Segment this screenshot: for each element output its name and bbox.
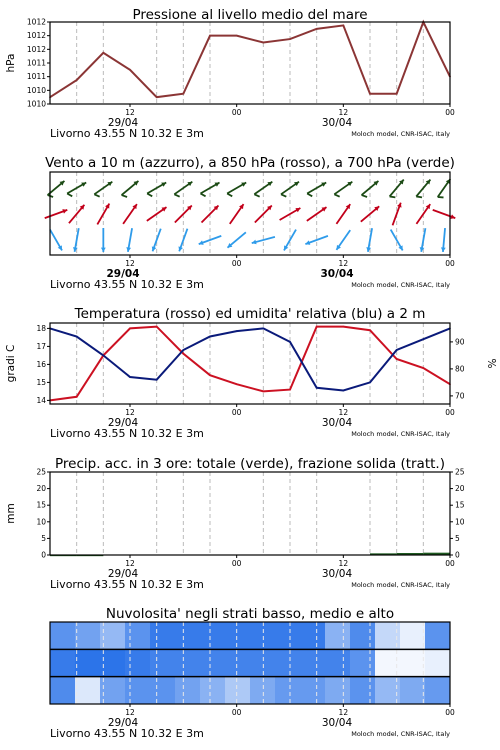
plot-frame [50, 472, 450, 555]
x-date-label: 30/04 [321, 717, 353, 729]
cloud-cell [125, 622, 151, 649]
cloud-cell [75, 622, 101, 649]
cloud-cell [225, 649, 251, 676]
y-right-tick-label: 10 [455, 517, 465, 527]
temperature-point [423, 367, 425, 369]
x-tick-label: 12 [338, 108, 349, 117]
cloud-cell [325, 677, 351, 704]
y-tick-label: 10 [36, 517, 46, 527]
model-credit: Moloch model, CNR-ISAC, Italy [351, 130, 450, 138]
model-credit: Moloch model, CNR-ISAC, Italy [351, 730, 450, 738]
wind-arrow [441, 228, 446, 252]
y-right-tick-label: 80 [455, 364, 465, 374]
wind-arrow [101, 228, 106, 252]
cloud-cell [400, 622, 426, 649]
y-axis-label: hPa [5, 53, 17, 73]
wind-barb [67, 194, 72, 197]
cloud-cell [350, 622, 376, 649]
pressure-point [183, 93, 185, 95]
y-tick-label: 1012 [26, 31, 46, 41]
humidity-point [316, 387, 318, 389]
wind-barb [254, 194, 259, 196]
wind-barb [227, 194, 232, 197]
chart-title: Precip. acc. in 3 ore: totale (verde), frazione solida (tratt.) [55, 456, 445, 472]
y-tick-label: 20 [36, 484, 46, 494]
x-date-label: 29/04 [107, 568, 139, 580]
y-right-tick-label: 15 [455, 500, 465, 510]
cloud-cell [325, 649, 351, 676]
pressure-point [316, 28, 318, 30]
cloud-cell [325, 622, 351, 649]
temperature-point [76, 396, 78, 398]
temperature-point [156, 326, 158, 328]
cloud-cell [275, 622, 301, 649]
humidity-point [369, 382, 371, 384]
pressure-line [50, 22, 450, 97]
y-right-tick-label: 0 [455, 550, 460, 560]
humidity-point [129, 376, 131, 378]
x-tick-label: 12 [125, 708, 135, 717]
pressure-point [129, 69, 131, 71]
humidity-point [396, 349, 398, 351]
humidity-point [76, 336, 78, 338]
wind-barb [281, 194, 286, 196]
x-tick-label: 00 [445, 108, 455, 117]
y-right-tick-label: 70 [455, 391, 465, 401]
cloud-cell [300, 677, 326, 704]
chart-title: Pressione al livello medio del mare [132, 7, 368, 23]
x-tick-label: 12 [125, 559, 135, 568]
x-date-label: 30/04 [321, 417, 353, 429]
temperature-point [289, 389, 291, 391]
panel-3 [5, 306, 497, 440]
humidity-point [289, 341, 291, 343]
y-tick-label: 17 [36, 341, 46, 351]
wind-arrow [391, 230, 403, 251]
y-right-tick-label: 25 [455, 467, 465, 477]
humidity-point [183, 349, 185, 351]
temperature-point [183, 353, 185, 355]
wind-barb [200, 194, 205, 197]
x-date-label: 29/04 [107, 417, 139, 429]
model-credit: Moloch model, CNR-ISAC, Italy [351, 581, 450, 589]
cloud-cell [125, 677, 151, 704]
pressure-point [343, 25, 345, 27]
wind-arrow [152, 229, 161, 252]
cloud-cell [175, 677, 201, 704]
wind-arrow [334, 182, 352, 197]
y-right-tick-label: 20 [455, 484, 465, 494]
x-tick-label: 12 [125, 259, 135, 268]
y-right-tick-label: 5 [455, 533, 460, 543]
humidity-point [209, 336, 211, 338]
y-right-tick-label: 90 [455, 337, 465, 347]
y-tick-label: 14 [36, 395, 46, 405]
wind-arrow-head [441, 247, 446, 252]
temperature-line [50, 327, 450, 401]
wind-arrow [284, 230, 296, 251]
cloud-cell [75, 677, 101, 704]
wind-arrow [73, 228, 79, 252]
wind-barb [147, 194, 152, 197]
cloud-cell [300, 622, 326, 649]
temperature-point [396, 358, 398, 360]
wind-barb [307, 194, 312, 197]
cloud-cell [225, 622, 251, 649]
x-tick-label: 00 [231, 108, 242, 117]
location-label: Livorno 43.55 N 10.32 E 3m [50, 278, 204, 291]
wind-arrow-head [101, 248, 106, 252]
temperature-point [263, 391, 265, 393]
y-tick-label: 1010 [26, 85, 46, 95]
x-tick-label: 00 [231, 708, 242, 717]
cloud-cell [200, 677, 226, 704]
humidity-point [236, 330, 238, 332]
temperature-point [209, 374, 211, 376]
humidity-point [103, 355, 105, 357]
pressure-point [289, 38, 291, 40]
cloud-cell [300, 649, 326, 676]
x-date-label: 29/04 [107, 117, 139, 129]
humidity-point [156, 379, 158, 381]
cloud-cell [275, 677, 301, 704]
pressure-point [263, 42, 265, 44]
panel-5 [50, 606, 455, 740]
temperature-point [316, 326, 318, 328]
wind-barb [362, 195, 368, 197]
x-tick-label: 12 [338, 559, 349, 568]
cloud-cell [250, 622, 276, 649]
wind-arrow [336, 230, 350, 250]
wind-arrow [126, 228, 132, 252]
wind-arrow [336, 204, 350, 224]
pressure-point [236, 35, 238, 37]
cloud-cell [175, 649, 201, 676]
y-tick-label: 1012 [26, 17, 46, 27]
wind-barb [416, 196, 422, 197]
cloud-cell [275, 649, 301, 676]
cloud-cell [125, 649, 151, 676]
pressure-point [76, 79, 78, 81]
wind-arrow [366, 228, 372, 252]
panel-4 [5, 456, 465, 591]
cloud-cell [400, 649, 426, 676]
y-tick-label: 0 [41, 550, 46, 560]
wind-arrow [230, 204, 244, 224]
cloud-cell [250, 649, 276, 676]
chart-title: Temperatura (rosso) ed umidita' relativa (blu) a 2 m [74, 306, 426, 322]
panel-2 [45, 155, 456, 291]
temperature-point [343, 326, 345, 328]
x-tick-label: 00 [445, 259, 455, 268]
wind-barb [122, 195, 128, 197]
cloud-cell [250, 677, 276, 704]
cloud-cell [200, 649, 226, 676]
x-tick-label: 12 [338, 259, 349, 268]
pressure-point [369, 93, 371, 95]
x-date-label: 29/04 [106, 268, 140, 280]
cloud-cell [50, 677, 76, 704]
cloud-cell [425, 677, 451, 704]
wind-arrow [227, 183, 246, 197]
humidity-point [343, 390, 345, 392]
cloud-cell [175, 622, 201, 649]
cloud-cell [150, 622, 176, 649]
location-label: Livorno 43.55 N 10.32 E 3m [50, 578, 204, 591]
wind-arrow [227, 232, 245, 247]
y-axis-label: mm [5, 503, 17, 524]
wind-arrow [50, 230, 62, 251]
model-credit: Moloch model, CNR-ISAC, Italy [351, 281, 450, 289]
wind-barb [174, 194, 179, 196]
wind-arrow [123, 204, 137, 224]
humidity-point [423, 338, 425, 340]
temperature-point [236, 383, 238, 385]
cloud-cell [225, 677, 251, 704]
chart-title: Nuvolosita' negli strati basso, medio e alto [105, 606, 395, 622]
y-tick-label: 25 [36, 467, 46, 477]
chart-title: Vento a 10 m (azzurro), a 850 hPa (rosso), a 700 hPa (verde) [45, 155, 455, 171]
cloud-cell [50, 649, 76, 676]
pressure-point [156, 96, 158, 98]
location-label: Livorno 43.55 N 10.32 E 3m [50, 127, 204, 140]
cloud-cell [150, 677, 176, 704]
x-date-label: 29/04 [107, 717, 139, 729]
x-date-label: 30/04 [321, 568, 353, 580]
x-tick-label: 00 [231, 559, 242, 568]
x-tick-label: 00 [231, 259, 242, 268]
location-label: Livorno 43.55 N 10.32 E 3m [50, 427, 204, 440]
pressure-point [103, 52, 105, 54]
x-tick-label: 12 [125, 108, 135, 117]
cloud-cell [350, 677, 376, 704]
cloud-cell [50, 622, 76, 649]
y-tick-label: 18 [36, 323, 46, 333]
x-tick-label: 12 [125, 408, 135, 417]
wind-barb [94, 194, 99, 196]
wind-barb [334, 194, 339, 196]
y-tick-label: 1011 [26, 58, 46, 68]
wind-arrow [433, 210, 456, 219]
y-tick-label: 1012 [26, 44, 46, 54]
cloud-cell [425, 649, 451, 676]
location-label: Livorno 43.55 N 10.32 E 3m [50, 727, 204, 740]
x-tick-label: 12 [338, 408, 349, 417]
y-axis-label: gradi C [5, 344, 17, 383]
x-tick-label: 00 [445, 708, 455, 717]
temperature-point [129, 328, 131, 330]
cloud-cell [200, 622, 226, 649]
wind-arrow [178, 229, 187, 252]
panel-1 [5, 7, 455, 140]
cloud-cell [425, 622, 451, 649]
plot-frame [50, 22, 450, 104]
cloud-cell [75, 649, 101, 676]
y-tick-label: 15 [36, 500, 46, 510]
y-tick-label: 16 [36, 359, 46, 369]
x-tick-label: 00 [231, 408, 242, 417]
wind-barb [390, 196, 396, 197]
x-date-label: 30/04 [320, 268, 354, 280]
temperature-point [369, 329, 371, 331]
pressure-point [396, 93, 398, 95]
y-tick-label: 1011 [26, 72, 46, 82]
plot-frame [50, 323, 450, 404]
humidity-line [50, 328, 450, 390]
cloud-cell [350, 649, 376, 676]
cloud-cell [400, 677, 426, 704]
model-credit: Moloch model, CNR-ISAC, Italy [351, 430, 450, 438]
y-right-axis-label: % [485, 358, 497, 369]
y-tick-label: 5 [41, 533, 46, 543]
humidity-point [263, 328, 265, 330]
x-tick-label: 12 [338, 708, 349, 717]
x-tick-label: 00 [445, 408, 455, 417]
cloud-cell [150, 649, 176, 676]
y-tick-label: 1010 [26, 99, 46, 109]
y-tick-label: 15 [36, 377, 46, 387]
x-tick-label: 00 [445, 559, 455, 568]
wind-arrow [122, 181, 139, 197]
x-date-label: 30/04 [321, 117, 353, 129]
pressure-point [209, 35, 211, 37]
wind-arrow [420, 228, 426, 252]
wind-arrow [45, 209, 68, 218]
wind-arrow [438, 179, 451, 197]
